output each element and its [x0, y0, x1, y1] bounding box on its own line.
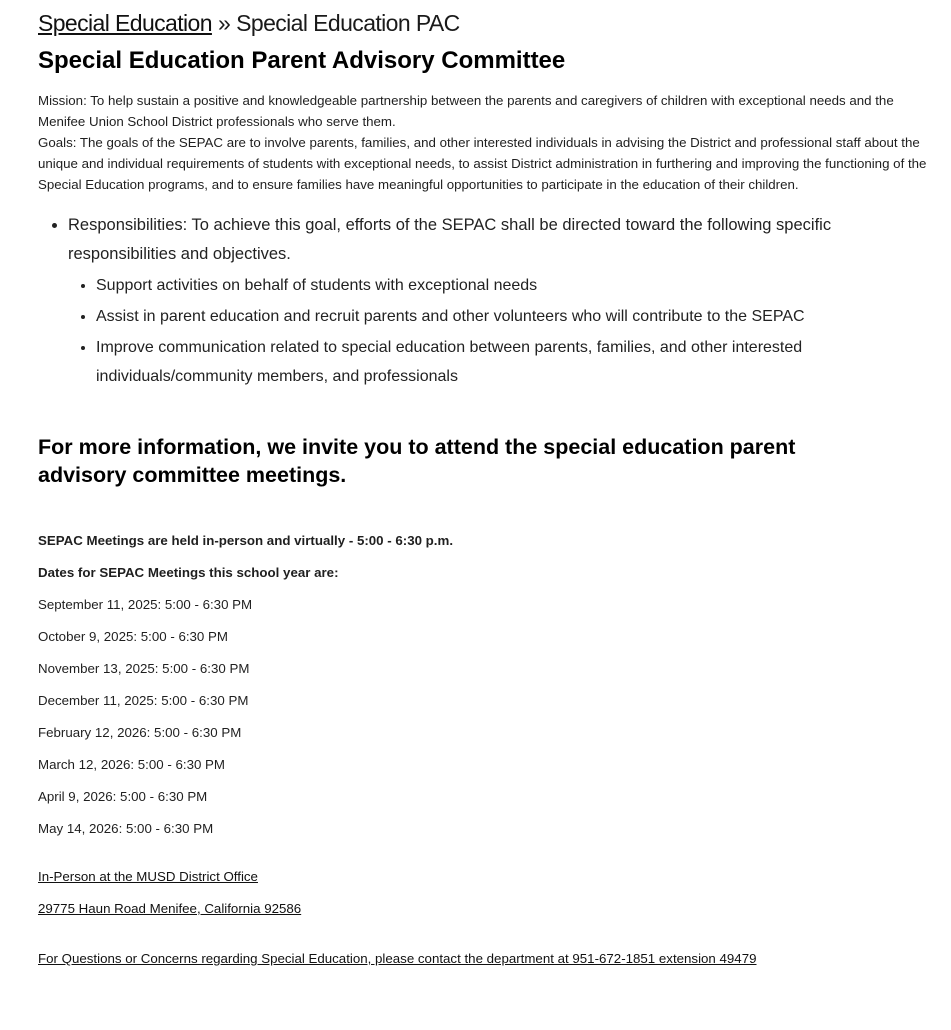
contact-section: [38, 951, 939, 967]
meeting-schedule-note: SEPAC Meetings are held in-person and virtually - 5:00 - 6:30 p.m.: [38, 533, 454, 548]
mission-paragraph: Mission: To help sustain a positive and knowledgeable partnership between the parents and caregivers of children with exceptional needs and the Menifee Union School District professionals who serve them.: [38, 93, 894, 129]
meeting-date: December 11, 2025: 5:00 - 6:30 PM: [38, 693, 249, 708]
responsibility-item: • Assist in parent education and recruit parents and other volunteers who will contribute to the SEPAC: [96, 302, 928, 331]
breadcrumb: [38, 8, 939, 38]
intro-section: [38, 90, 939, 195]
responsibilities-intro-text: Responsibilities: To achieve this goal, efforts of the SEPAC shall be directed toward the following specific responsibilities and objectives.: [68, 216, 832, 263]
responsibilities-sublist: [68, 271, 928, 391]
responsibility-item: • Support activities on behalf of students with exceptional needs: [96, 271, 928, 300]
meeting-date: September 11, 2025: 5:00 - 6:30 PM: [38, 597, 253, 612]
address-link[interactable]: 29775 Haun Road Menifee, California 92586: [38, 901, 302, 916]
meeting-dates-label: Dates for SEPAC Meetings this school year are:: [38, 565, 339, 580]
meeting-date: October 9, 2025: 5:00 - 6:30 PM: [38, 629, 228, 644]
page-title: Special Education Parent Advisory Committee: [38, 47, 566, 74]
responsibilities-intro-item: [68, 211, 928, 391]
location-section: [38, 869, 939, 917]
meeting-date: March 12, 2026: 5:00 - 6:30 PM: [38, 757, 226, 772]
venue-link[interactable]: In-Person at the MUSD District Office: [38, 869, 258, 884]
meetings-section: [38, 533, 939, 837]
responsibility-item: • Improve communication related to special education between parents, families, and other interested individuals/community members, and professionals: [96, 333, 928, 391]
meeting-date: November 13, 2025: 5:00 - 6:30 PM: [38, 661, 250, 676]
invitation-heading: For more information, we invite you to attend the special education parent advisory committee meetings.: [38, 435, 796, 487]
breadcrumb-separator: »: [217, 10, 231, 36]
meeting-date: February 12, 2026: 5:00 - 6:30 PM: [38, 725, 242, 740]
contact-link[interactable]: For Questions or Concerns regarding Special Education, please contact the department at 951-672-1851 extension 49479: [38, 951, 757, 966]
goals-paragraph: Goals: The goals of the SEPAC are to involve parents, families, and other interested individuals in advising the District and professional staff about the unique and individual requirements of students with exceptional needs, to assist District administration in furthering and improving the functioning of the Special Education programs, and to ensure families have meaningful opportunities to participate in the education of their children.: [38, 135, 927, 192]
meeting-date: April 9, 2026: 5:00 - 6:30 PM: [38, 789, 208, 804]
breadcrumb-link-special-education[interactable]: Special Education: [38, 10, 212, 36]
responsibilities-list: [38, 211, 928, 391]
breadcrumb-current: Special Education PAC: [236, 10, 460, 36]
meeting-date: May 14, 2026: 5:00 - 6:30 PM: [38, 821, 214, 836]
